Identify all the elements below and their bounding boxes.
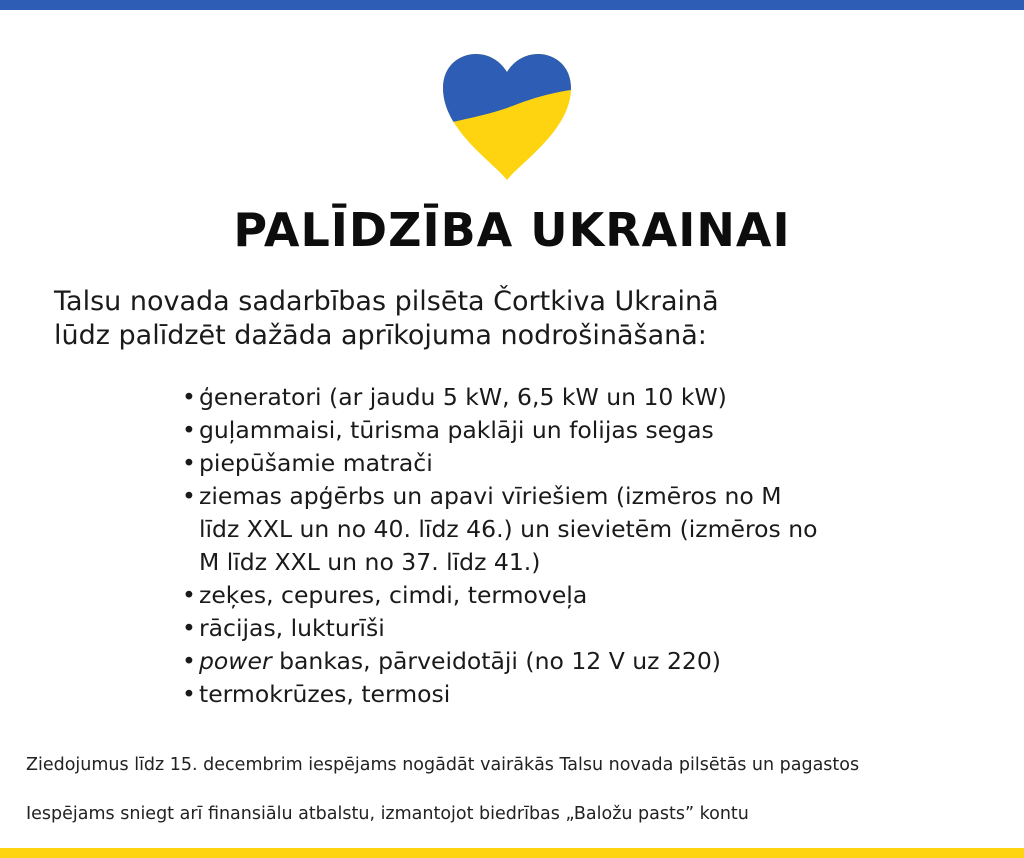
- bullet-icon: •: [182, 383, 196, 411]
- list-item-mattresses: [182, 447, 1012, 480]
- list-item-text: zeķes, cepures, cimdi, termoveļa: [199, 581, 588, 609]
- ukraine-flag-heart-icon: [443, 54, 571, 180]
- top-blue-stripe: [0, 0, 1024, 10]
- list-item-text-rest: bankas, pārveidotāji (no 12 V uz 220): [271, 647, 721, 675]
- bullet-icon: •: [182, 647, 196, 675]
- list-item-text: rācijas, lukturīši: [199, 614, 385, 642]
- donation-deadline-note: Ziedojumus līdz 15. decembrim iespējams nogādāt vairākās Talsu novada pilsētās un pagastos: [26, 755, 860, 775]
- intro-line: lūdz palīdzēt dažāda aprīkojuma nodrošināšanā:: [54, 320, 707, 351]
- bullet-icon: •: [182, 680, 196, 708]
- list-item-text: M līdz XXL un no 37. līdz 41.): [199, 548, 541, 576]
- bullet-icon: •: [182, 482, 196, 510]
- list-item-text: termokrūzes, termosi: [199, 680, 451, 708]
- intro-line: Talsu novada sadarbības pilsēta Čortkiva Ukrainā: [54, 286, 719, 317]
- list-item-text: piepūšamie matrači: [199, 449, 433, 477]
- list-item-winter-clothing: [182, 480, 1012, 579]
- list-item-emphasis: power: [199, 647, 272, 675]
- list-item-text: guļammaisi, tūrisma paklāji un folijas segas: [199, 416, 714, 444]
- list-item-sleeping-bags: [182, 414, 1012, 447]
- bullet-icon: •: [182, 581, 196, 609]
- page-title: PALĪDZĪBA UKRAINAI: [233, 203, 791, 257]
- financial-support-note: Iespējams sniegt arī finansiālu atbalstu, izmantojot biedrības „Baložu pasts” kontu: [26, 804, 749, 824]
- list-item-socks-hats: [182, 579, 1012, 612]
- list-item-generators: [182, 381, 1012, 414]
- list-item-text: ziemas apģērbs un apavi vīriešiem (izmēros no M: [199, 482, 782, 510]
- list-item-text: līdz XXL un no 40. līdz 46.) un sievietēm (izmēros no: [199, 515, 818, 543]
- bullet-icon: •: [182, 416, 196, 444]
- list-item-text: [199, 645, 1012, 678]
- bullet-icon: •: [182, 614, 196, 642]
- list-item-radios: [182, 612, 1012, 645]
- needed-items-list: [182, 381, 1012, 711]
- bullet-icon: •: [182, 449, 196, 477]
- intro-text: [54, 285, 1004, 353]
- list-item-text: ģeneratori (ar jaudu 5 kW, 6,5 kW un 10 kW): [199, 383, 727, 411]
- list-item-power-banks: [182, 645, 1012, 678]
- list-item-thermos: [182, 678, 1012, 711]
- bottom-yellow-stripe: [0, 848, 1024, 858]
